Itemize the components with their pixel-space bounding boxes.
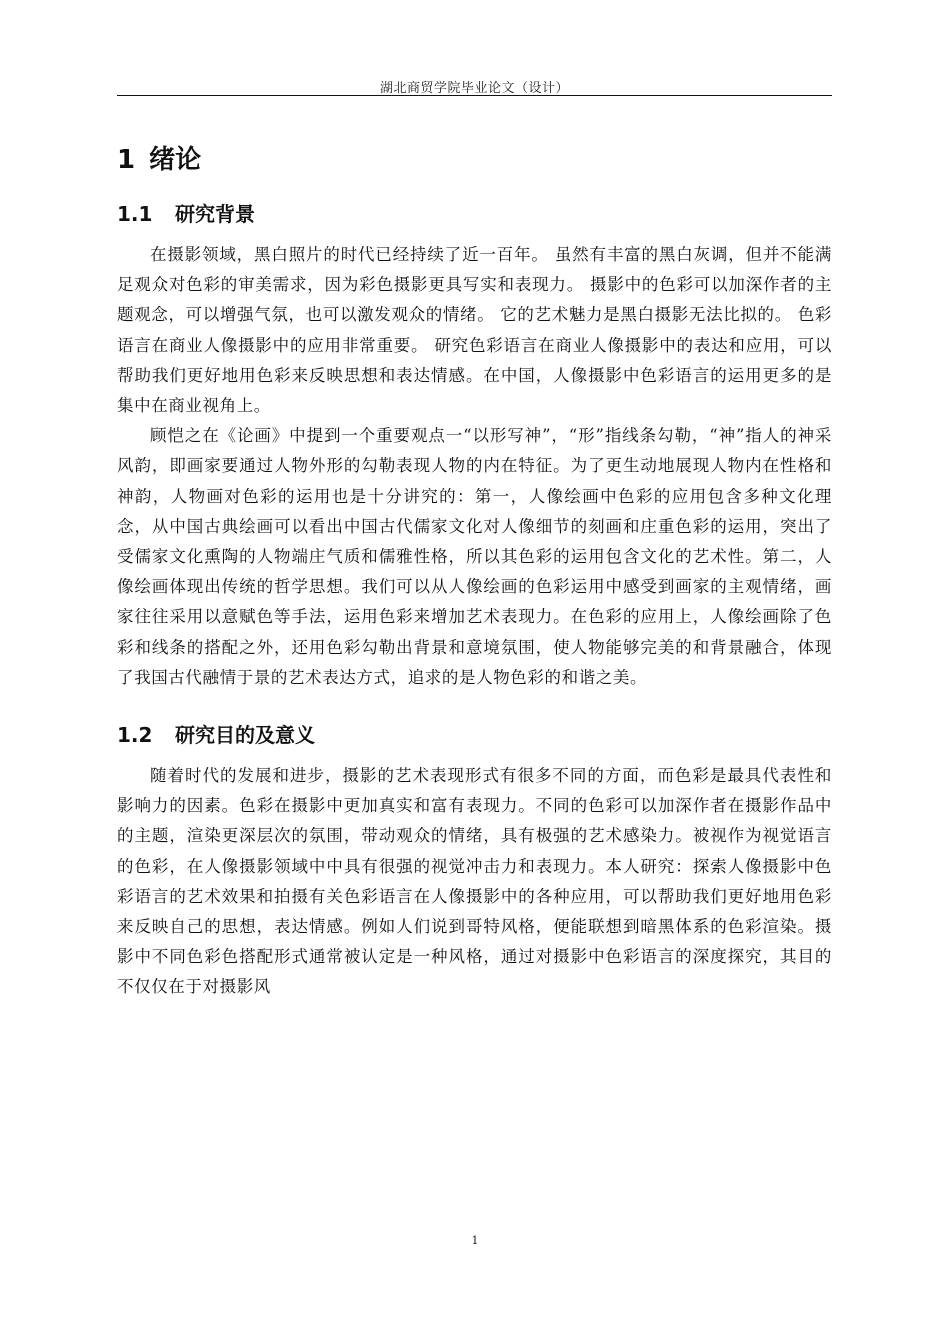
- paragraph: 顾恺之在《论画》中提到一个重要观点一“以形写神”，“形”指线条勾勒，“神”指人的神采风韵，即画家要通过人物外形的勾勒表现人物的内在特征。为了更生动地展现人物内在性格和神韵，人物画对色彩的运用也是十分讲究的：第一，人像绘画中色彩的应用包含多种文化理念，从中国古典绘画可以看出中国古代儒家文化对人像细节的刻画和庄重色彩的运用，突出了受儒家文化熏陶的人物端庄气质和儒雅性格，所以其色彩的运用包含文化的艺术性。第二，人像绘画体现出传统的哲学思想。我们可以从人像绘画的色彩运用中感受到画家的主观情绪，画家往往采用以意赋色等手法，运用色彩来增加艺术表现力。在色彩的应用上，人像绘画除了色彩和线条的搭配之外，还用色彩勾勒出背景和意境氛围，使人物能够完美的和背景融合，体现了我国古代融情于景的艺术表达方式，追求的是人物色彩的和谐之美。: [117, 426, 832, 687]
- section-number: 1.2: [117, 723, 153, 748]
- chapter-heading: [117, 138, 832, 182]
- running-header: 湖北商贸学院毕业论文（设计）: [379, 81, 569, 96]
- header-rule: [117, 95, 832, 96]
- section-title: 研究背景: [175, 202, 255, 226]
- section-title: 研究目的及意义: [175, 723, 315, 748]
- page-number: 1: [471, 1234, 479, 1247]
- paragraph: 随着时代的发展和进步，摄影的艺术表现形式有很多不同的方面，而色彩是最具代表性和影响力的因素。色彩在摄影中更加真实和富有表现力。不同的色彩可以加深作者在摄影作品中的主题，渲染更深层次的氛围，带动观众的情绪，具有极强的艺术感染力。被视作为视觉语言的色彩，在人像摄影领域中中具有很强的视觉冲击力和表现力。本人研究：探索人像摄影中色彩语言的艺术效果和拍摄有关色彩语言在人像摄影中的各种应用，可以帮助我们更好地用色彩来反映自己的思想，表达情感。例如人们说到哥特风格，便能联想到暗黑体系的色彩渲染。摄影中不同色彩色搭配形式通常被认定是一种风格，通过对摄影中色彩语言的深度探究，其目的不仅仅在于对摄影风: [117, 766, 832, 997]
- chapter-number: 1: [117, 145, 136, 175]
- page-body: [117, 138, 832, 1003]
- section-heading: [117, 194, 832, 234]
- section-number: 1.1: [117, 202, 153, 226]
- paragraph: 在摄影领域，黑白照片的时代已经持续了近一百年。 虽然有丰富的黑白灰调，但并不能满足观众对色彩的审美需求，因为彩色摄影更具写实和表现力。 摄影中的色彩可以加深作者的主题观念，可以增强气氛，也可以激发观众的情绪。 它的艺术魅力是黑白摄影无法比拟的。 色彩语言在商业人像摄影中的应用非常重要。 研究色彩语言在商业人像摄影中的表达和应用，可以帮助我们更好地用色彩来反映思想和表达情感。在中国，人像摄影中色彩语言的运用更多的是集中在商业视角上。: [117, 245, 832, 416]
- section-heading: [117, 715, 832, 755]
- chapter-title: 绪论: [149, 145, 202, 175]
